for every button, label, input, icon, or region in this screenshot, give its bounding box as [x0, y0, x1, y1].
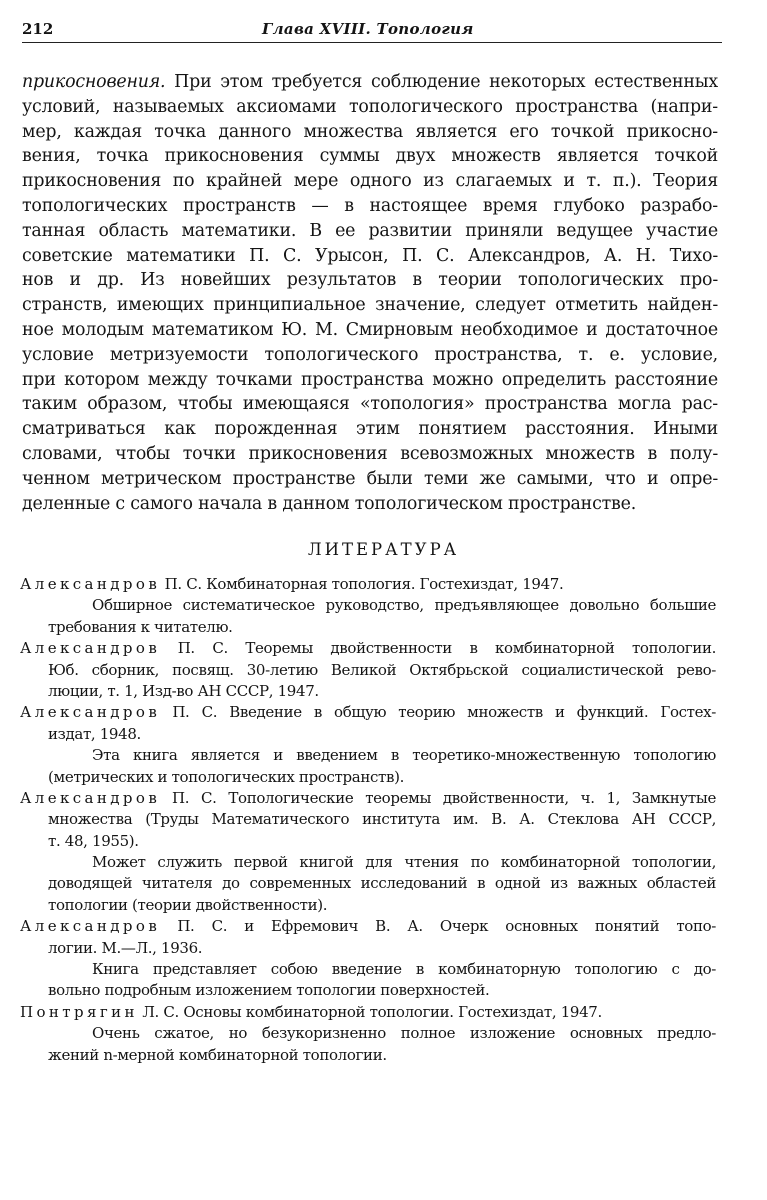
- bibliography: [20, 574, 716, 1066]
- body-line: мер, каждая точка данного множества является его точкой прикосно-: [22, 121, 718, 142]
- entry-line: Александров П. С. Теоремы двойственности в комбинаторной топологии.: [20, 639, 717, 658]
- body-line: странств, имеющих принципиальное значение, следует отметить найден-: [22, 295, 718, 316]
- body-line: прикосновения. При этом требуется соблюдение некоторых естественных: [22, 72, 718, 92]
- body-line: ное молодым математиком Ю. М. Смирновым необходимое и достаточное: [22, 319, 718, 340]
- body-line: советские математики П. С. Урысон, П. С. Александров, А. Н. Тихо-: [22, 245, 718, 266]
- annotation-line: (метрических и топологических пространств).: [48, 767, 405, 786]
- body-line: топологических пространств — в настоящее время глубоко разрабо-: [22, 195, 718, 216]
- entry-line: Александров П. С. и Ефремович В. А. Очерк основных понятий топо-: [20, 917, 716, 936]
- entry-line: Юб. сборник, посвящ. 30-летию Великой Октябрьской социалистической рево-: [48, 660, 716, 679]
- body-line: деленные с самого начала в данном топологическом пространстве.: [22, 493, 637, 514]
- literature-heading: ЛИТЕРАТУРА: [307, 540, 460, 559]
- annotation-line: топологии (теории двойственности).: [48, 895, 328, 914]
- bibliography-entry: [20, 788, 716, 916]
- annotation-line: Обширное систематическое руководство, предъявляющее довольно большие: [92, 596, 716, 615]
- annotation-line: жений n-мерной комбинаторной топологии.: [48, 1045, 387, 1064]
- body-line: танная область математики. В ее развитии приняли ведущее участие: [22, 220, 718, 241]
- entry-line: люции, т. 1, Изд-во АН СССР, 1947.: [48, 681, 319, 700]
- main-paragraph: [22, 70, 718, 516]
- entry-line: Александров П. С. Топологические теоремы двойственности, ч. 1, Замкнутые: [20, 788, 716, 807]
- page-number: 212: [22, 20, 54, 38]
- author-name: Понтрягин: [20, 1002, 138, 1021]
- entry-line: т. 48, 1955).: [48, 831, 139, 850]
- body-line: прикосновения по крайней мере одного из слагаемых и т. п.). Теория: [22, 171, 718, 192]
- bibliography-entry: [20, 1002, 716, 1066]
- bibliography-entry: [20, 574, 716, 638]
- author-name: Александров: [20, 703, 161, 722]
- body-line: сматриваться как порожденная этим понятием расстояния. Иными: [22, 419, 718, 440]
- italic-term: прикосновения.: [22, 72, 166, 92]
- author-name: Александров: [20, 788, 161, 807]
- body-line: таким образом, чтобы имеющаяся «топология» пространства могла рас-: [22, 394, 718, 415]
- bibliography-entry: [20, 638, 716, 702]
- body-line: условий, называемых аксиомами топологического пространства (напри-: [22, 96, 718, 117]
- entry-line: Александров П. С. Комбинаторная топология. Гостехиздат, 1947.: [20, 575, 564, 593]
- body-line: нов и др. Из новейших результатов в теории топологических про-: [22, 270, 718, 291]
- bibliography-entry: [20, 702, 716, 788]
- entry-line: логии. М.—Л., 1936.: [48, 938, 203, 957]
- bibliography-entry: [20, 916, 716, 1002]
- body-line: при котором между точками пространства можно определить расстояние: [22, 369, 718, 390]
- annotation-line: Книга представляет собою введение в комбинаторную топологию с до-: [92, 960, 716, 979]
- running-head: Глава XVIII. Топология: [262, 20, 474, 38]
- annotation-line: Очень сжатое, но безукоризненно полное изложение основных предло-: [92, 1024, 716, 1043]
- author-name: Александров: [20, 639, 161, 658]
- annotation-line: вольно подробным изложением топологии поверхностей.: [48, 981, 490, 1000]
- annotation-line: Может служить первой книгой для чтения по комбинаторной топологии,: [92, 853, 716, 872]
- annotation-line: Эта книга является и введением в теоретико-множественную топологию: [92, 746, 716, 765]
- body-line: условие метризуемости топологического пространства, т. е. условие,: [22, 344, 718, 365]
- header-rule: [22, 42, 722, 43]
- body-line: словами, чтобы точки прикосновения всевозможных множеств в полу-: [22, 443, 718, 464]
- body-line: вения, точка прикосновения суммы двух множеств является точкой: [22, 146, 718, 167]
- entry-line: множества (Труды Математического института им. В. А. Стеклова АН СССР,: [48, 810, 716, 829]
- page-header: [22, 16, 722, 42]
- entry-line: Понтрягин Л. С. Основы комбинаторной топологии. Гостехиздат, 1947.: [20, 1002, 602, 1021]
- annotation-line: доводящей читателя до современных исследований в одной из важных областей: [48, 874, 716, 893]
- body-line: ченном метрическом пространстве были теми же самыми, что и опре-: [22, 468, 718, 489]
- author-name: Александров: [20, 917, 161, 936]
- entry-line: Александров П. С. Введение в общую теорию множеств и функций. Гостех-: [20, 703, 716, 722]
- author-name: Александров: [20, 575, 161, 593]
- entry-line: издат, 1948.: [48, 724, 141, 743]
- annotation-line: требования к читателю.: [48, 617, 233, 636]
